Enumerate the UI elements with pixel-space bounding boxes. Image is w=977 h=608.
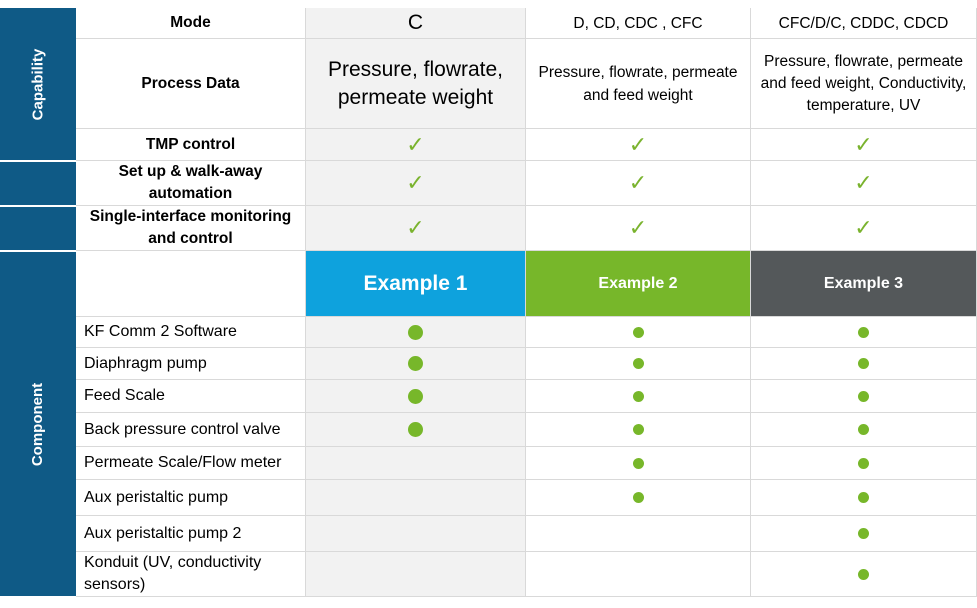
- example-row-blank: [76, 251, 306, 317]
- component-cell-col-3: [751, 380, 977, 413]
- example-2-header: Example 2: [526, 251, 751, 317]
- included-dot-icon: [633, 391, 644, 402]
- mode-col-1: C: [306, 8, 526, 39]
- component-name: KF Comm 2 Software: [76, 317, 306, 348]
- component-cell-col-3: [751, 413, 977, 447]
- included-dot-icon: [633, 358, 644, 369]
- single-interface-col-1: [306, 206, 526, 251]
- check-icon: ✓: [854, 215, 873, 240]
- check-icon: ✓: [406, 131, 425, 157]
- tmp-control-col-1: [306, 129, 526, 161]
- component-name: Konduit (UV, conductivity sensors): [76, 552, 306, 597]
- component-category: [0, 252, 76, 596]
- component-category-label: Component: [29, 382, 47, 466]
- single-interface-header: Single-interface monitoring and control: [76, 206, 306, 251]
- tmp-control-col-3: [751, 129, 977, 161]
- component-cell-col-1: [306, 516, 526, 552]
- component-name: Aux peristaltic pump: [76, 480, 306, 516]
- included-dot-icon: [858, 458, 869, 469]
- component-cell-col-1: [306, 447, 526, 480]
- check-icon: ✓: [628, 170, 648, 195]
- component-name: Permeate Scale/Flow meter: [76, 447, 306, 480]
- example-3-header: Example 3: [751, 251, 977, 317]
- component-name: Feed Scale: [76, 380, 306, 413]
- process-data-col-3: Pressure, flowrate, permeate and feed weight, Conductivity, temperature, UV: [751, 39, 977, 129]
- capability-category-blank-2: [0, 207, 76, 250]
- included-dot-icon: [408, 356, 423, 371]
- tmp-control-header: TMP control: [76, 129, 306, 161]
- included-dot-icon: [858, 424, 869, 435]
- setup-col-1: [306, 161, 526, 206]
- component-cell-col-1: [306, 380, 526, 413]
- process-data-col-1: Pressure, flowrate, permeate weight: [306, 39, 526, 129]
- mode-col-3: CFC/D/C, CDDC, CDCD: [751, 8, 977, 39]
- included-dot-icon: [858, 358, 869, 369]
- component-cell-col-1: [306, 413, 526, 447]
- component-cell-col-2: [526, 413, 751, 447]
- capability-category-blank-1: [0, 162, 76, 205]
- component-name: Diaphragm pump: [76, 348, 306, 380]
- included-dot-icon: [633, 327, 644, 338]
- included-dot-icon: [858, 327, 869, 338]
- check-icon: ✓: [854, 131, 873, 157]
- component-cell-col-3: [751, 447, 977, 480]
- check-icon: ✓: [406, 170, 425, 195]
- single-interface-col-3: [751, 206, 977, 251]
- component-cell-col-2: [526, 480, 751, 516]
- included-dot-icon: [408, 422, 423, 437]
- component-cell-col-3: [751, 348, 977, 380]
- process-data-col-2: Pressure, flowrate, permeate and feed weight: [526, 39, 751, 129]
- included-dot-icon: [858, 528, 869, 539]
- component-cell-col-2: [526, 447, 751, 480]
- included-dot-icon: [858, 391, 869, 402]
- check-icon: ✓: [628, 215, 648, 240]
- component-cell-col-3: [751, 317, 977, 348]
- component-cell-col-2: [526, 552, 751, 597]
- component-cell-col-1: [306, 348, 526, 380]
- tmp-control-col-2: [526, 129, 751, 161]
- setup-col-3: [751, 161, 977, 206]
- component-cell-col-1: [306, 552, 526, 597]
- component-cell-col-2: [526, 317, 751, 348]
- component-name: Aux peristaltic pump 2: [76, 516, 306, 552]
- included-dot-icon: [633, 492, 644, 503]
- included-dot-icon: [858, 492, 869, 503]
- single-interface-col-2: [526, 206, 751, 251]
- included-dot-icon: [408, 389, 423, 404]
- component-cell-col-3: [751, 480, 977, 516]
- component-cell-col-1: [306, 480, 526, 516]
- component-name: Back pressure control valve: [76, 413, 306, 447]
- included-dot-icon: [633, 458, 644, 469]
- component-cell-col-3: [751, 516, 977, 552]
- mode-header: Mode: [76, 8, 306, 39]
- component-cell-col-2: [526, 380, 751, 413]
- check-icon: ✓: [628, 131, 648, 157]
- component-cell-col-3: [751, 552, 977, 597]
- included-dot-icon: [858, 569, 869, 580]
- mode-col-2: D, CD, CDC , CFC: [526, 8, 751, 39]
- included-dot-icon: [408, 325, 423, 340]
- process-data-header: Process Data: [76, 39, 306, 129]
- check-icon: ✓: [854, 170, 873, 195]
- check-icon: ✓: [406, 215, 425, 240]
- capability-category: [0, 8, 76, 160]
- component-cell-col-1: [306, 317, 526, 348]
- component-cell-col-2: [526, 348, 751, 380]
- included-dot-icon: [633, 424, 644, 435]
- setup-header: Set up & walk-away automation: [76, 161, 306, 206]
- example-1-header: Example 1: [306, 251, 526, 317]
- setup-col-2: [526, 161, 751, 206]
- capability-category-label: Capability: [29, 48, 47, 120]
- component-cell-col-2: [526, 516, 751, 552]
